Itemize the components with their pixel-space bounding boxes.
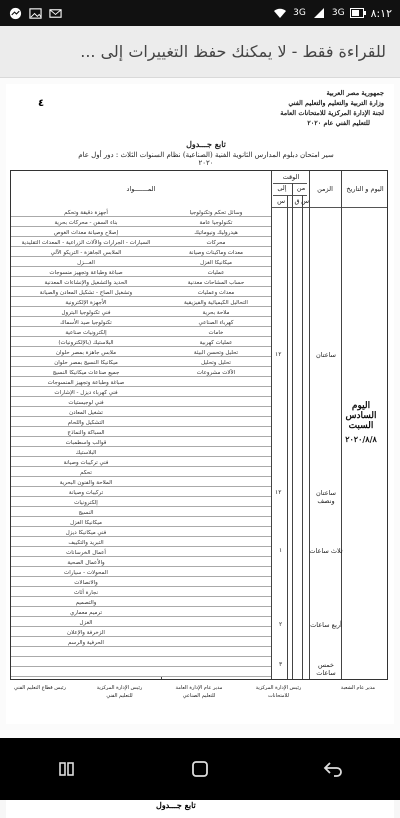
home-icon[interactable] [180, 749, 220, 789]
ministry-line: للتعليم الفني عام ٢٠٢٠ [307, 119, 370, 127]
signature: مدير عام الإدارة العامة للتعليم الصناعي [175, 685, 223, 699]
subject-item: ميكانيكا الغزل [200, 260, 232, 266]
subject-item: تحليل وتحسن البيئة [193, 350, 239, 356]
subject-item: السباكة والنماذج [67, 430, 105, 436]
subject-item: الزخرفة والإعلان [67, 630, 105, 636]
time-value: ١ [279, 547, 283, 554]
subject-item: الملابس الجاهزة - التريكو الآلي [50, 250, 122, 256]
subjects-col-left [13, 208, 159, 648]
subject-item: خامات [208, 330, 224, 336]
subject-item: صباغة وطباعة وتجهيز المنسوجات [47, 380, 125, 386]
subject-item: الأجهزة الإلكترونية [65, 300, 107, 306]
col-divider [309, 171, 310, 679]
header-duration: الزمن [317, 185, 333, 193]
status-left [8, 6, 62, 20]
signature: رئيس الإدارة المركزية للتعليم الفني [96, 685, 143, 699]
col-divider [292, 183, 293, 679]
back-icon[interactable] [313, 749, 353, 789]
subject-item: صباغة وطباعة وتجهيز منسوجات [49, 270, 123, 276]
header-h2: س [277, 197, 285, 205]
exam-schedule-table [10, 170, 388, 680]
messenger-icon [8, 6, 22, 20]
duration-cell: ثلاث ساعات [309, 547, 343, 555]
document-viewer[interactable] [0, 78, 400, 810]
col-divider [287, 195, 288, 679]
subject-item: الحرفية والرسم [68, 640, 104, 646]
subject-item: تكنولوجيا صيد الأسماك [60, 320, 112, 326]
navigation-bar [0, 738, 400, 800]
battery-icon [351, 6, 365, 20]
day-cell [339, 401, 383, 444]
header-from: من [296, 184, 306, 192]
header-h: س [301, 197, 309, 205]
day-date: ٢٠٢٠/٨/٨ [345, 434, 377, 444]
subject-item: البلاستيك [75, 450, 97, 456]
day-label: السبت [348, 421, 374, 431]
subject-item: والأعمال الصحية [67, 560, 105, 566]
signal-label-2: 3G [293, 8, 306, 18]
subject-item: ملابس جاهزة بمصر حلوان [55, 350, 117, 356]
subject-item: النسيج [78, 510, 94, 516]
signature-row [10, 684, 388, 700]
subject-item: المحولات - سيارات [64, 570, 108, 576]
title-line-1: تابع جـــدول [186, 139, 226, 149]
subject-item: البلاستيك (بالإلكترونيات) [58, 340, 114, 346]
time-value: ١٢ [275, 489, 282, 496]
document-title [76, 139, 336, 167]
document-page-1 [6, 84, 394, 724]
subject-item: قوالب واسطمبات [65, 440, 107, 446]
subject-item: هيدروليك ونيوماتيك [194, 230, 238, 236]
ministry-line: جمهورية مصر العربية [326, 89, 384, 97]
page-number: ٤ [38, 98, 45, 109]
subject-item: التبريد والتكييف [68, 540, 104, 546]
signal-icon [312, 6, 326, 20]
ministry-line: لجنة الإدارة المركزية للامتحانات العامة [280, 109, 384, 117]
day-name: اليوم السادس [345, 401, 377, 421]
subject-item: وتشغيل الصاج - تشكيل المعادن والصيانة [39, 290, 133, 296]
subject-item: جميع صناعات ميكانيكا النسيج [52, 370, 120, 376]
read-only-banner[interactable] [0, 26, 400, 78]
recent-apps-icon[interactable] [47, 749, 87, 789]
subject-item: عمليات كهربية [199, 340, 233, 346]
signal-label-1: 3G [331, 8, 345, 18]
subject-item: الغزل [79, 620, 93, 626]
subject-item: نجارة أثاث [74, 590, 98, 596]
signature: رئيس الإدارة المركزية للامتحانات [255, 685, 302, 699]
subject-item: والتصميم [75, 600, 97, 606]
time-value: ٢ [279, 621, 283, 628]
mail-icon [48, 6, 62, 20]
subject-item: كهرباء الصناعي [198, 320, 234, 326]
subject-item: تحكم [80, 470, 92, 476]
time-value: ٣ [279, 661, 283, 668]
status-right [273, 6, 392, 20]
duration-cell: أربع ساعات [310, 621, 342, 629]
header-subjects: المـــــــواد [126, 185, 156, 193]
gallery-icon [28, 6, 42, 20]
subject-item: تحليل وتحليل [201, 360, 231, 366]
subject-item: محركات [206, 240, 226, 246]
subject-item: فني تكنولوجيا البترول [61, 310, 111, 316]
subject-item: والاتصالات [74, 580, 98, 586]
header-time: الوقت [282, 173, 300, 181]
title-line-2: سير امتحان دبلوم المدارس الثانوية الفنية (الصناعية) نظام السنوات الثلاث : دور أول عام ٢٠٢٠ [78, 151, 334, 167]
title-line-1: تابع جـــدول [156, 800, 196, 810]
header-m: ق [294, 197, 300, 205]
subject-item: تشغيل المعادن [69, 410, 103, 416]
subject-item: معدات وماكينات وصيانة [189, 250, 243, 256]
signature: مدير عام الشعبة [340, 685, 376, 691]
subject-item: ترميم معماري [70, 610, 102, 616]
ministry-header [164, 88, 384, 128]
duration-cell: ساعتان ونصف [315, 489, 337, 505]
col-divider [302, 195, 303, 679]
subjects-col-right [163, 208, 269, 378]
subject-item: التشكيل واللحام [67, 420, 105, 426]
time-value: ١٢ [275, 351, 282, 358]
subject-item: بناء السفن - محركات بحرية [54, 220, 118, 226]
header-day-date: اليوم و التاريخ [346, 185, 384, 193]
subject-item: فني كهرباء ديزل - الإشارات [54, 390, 118, 396]
subject-item: الملاحة والفنون البحرية [59, 480, 113, 486]
subject-item: عمليات [207, 270, 225, 276]
ministry-line: وزارة التربية والتعليم والتعليم الفني [288, 99, 384, 107]
subject-item: فني تركيبات وصيانة [63, 460, 109, 466]
subject-item: وسائل تحكم وتكنولوجيا [189, 210, 243, 216]
read-only-message: للقراءة فقط - لا يمكنك حفظ التغييرات إلى ... [80, 42, 386, 61]
subject-item: حساب المشاحات معدنية [187, 280, 245, 286]
wifi-icon [273, 6, 287, 20]
subject-item: إلكترونيات [74, 500, 98, 506]
col-divider [271, 171, 272, 679]
clock: ٨:١٢ [370, 6, 392, 20]
subject-item: ميكانيكا النسيج بمصر حلوان [54, 360, 118, 366]
subject-item: ميكانيكا الغزل [70, 520, 102, 526]
subject-item: الغـــزل [77, 260, 95, 266]
subject-item: الآلات مشروعات [196, 370, 236, 376]
subject-item: معدات وعمليات [197, 290, 235, 296]
subject-item: الحديد والتشغيل والإنشاءات المعدنية [44, 280, 128, 286]
subject-item: إلكترونيات صناعية [65, 330, 107, 336]
header-to: إلى [277, 184, 287, 192]
duration-cell: ساعتان [315, 351, 337, 359]
subject-item: التحاليل الكيميائية والفيزيقية [184, 300, 248, 306]
subject-item: أجهزة دقيقة وتحكم [64, 210, 108, 216]
subject-item: فني لوجيستيات [68, 400, 104, 406]
subject-item: تكنولوجيا عامة [199, 220, 233, 226]
subject-item: أعمال الخرسانات [66, 550, 106, 556]
subject-item: السيارات - الجرارات والآلات الزراعية - المعدات التقليدية [21, 240, 151, 246]
duration-cell: خمس ساعات [316, 661, 336, 677]
status-bar [0, 0, 400, 26]
subject-item: ملاحة بحرية [202, 310, 230, 316]
subject-item: فني ميكانيكا ديزل [65, 530, 107, 536]
subject-item: إصلاح وصيانة معدات الغوص [54, 230, 118, 236]
subject-item: تركيبات وصيانة [68, 490, 104, 496]
signature: رئيس قطاع التعليم الفني [14, 685, 66, 691]
